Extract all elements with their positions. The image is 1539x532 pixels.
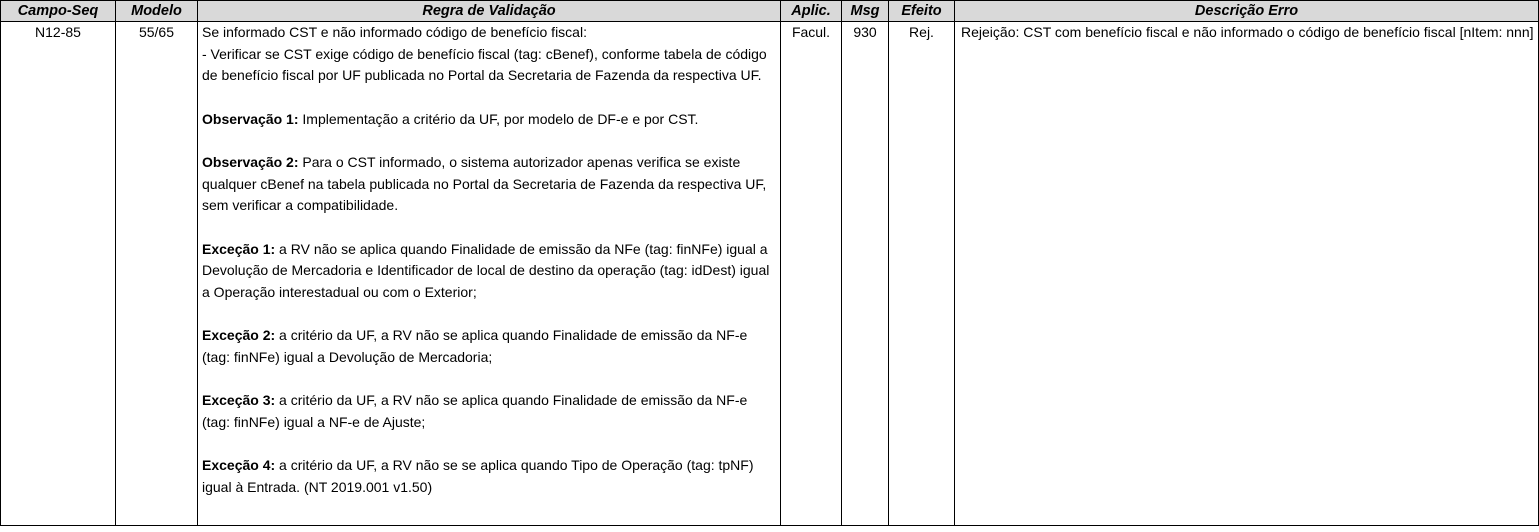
header-efeito: Efeito <box>889 1 955 22</box>
excecao-3-label: Exceção 3: <box>202 392 276 408</box>
rule-intro-line2: - Verificar se CST exige código de benefício fiscal (tag: cBenef), conforme tabela de código de benefício fiscal por UF publicada no Portal da Secretaria de Fazenda da respectiva UF. <box>202 45 767 83</box>
header-aplic: Aplic. <box>781 1 842 22</box>
excecao-3-text: a critério da UF, a RV não se aplica quando Finalidade de emissão da NF-e (tag: finNFe) igual a NF-e de Ajuste; <box>202 392 748 430</box>
excecao-2-text: a critério da UF, a RV não se aplica quando Finalidade de emissão da NF-e (tag: finNFe) igual a Devolução de Mercadoria; <box>202 327 748 365</box>
cell-msg: 930 <box>842 22 889 526</box>
rule-excecao-3 <box>202 390 776 433</box>
cell-regra-validacao <box>198 22 781 526</box>
header-row <box>1 1 1539 22</box>
excecao-4-label: Exceção 4: <box>202 457 276 473</box>
excecao-2-label: Exceção 2: <box>202 327 276 343</box>
cell-efeito: Rej. <box>889 22 955 526</box>
observacao-1-text: Implementação a critério da UF, por modelo de DF-e e por CST. <box>298 110 699 127</box>
excecao-1-text: a RV não se aplica quando Finalidade de emissão da NFe (tag: finNFe) igual a Devolução de Mercadoria e Identificador de local de destino da operação (tag: idDest) igual a Operação interestadual ou com o Exterior; <box>202 240 770 300</box>
header-modelo: Modelo <box>116 1 198 22</box>
rule-excecao-2 <box>202 325 776 368</box>
observacao-1-label: Observação 1: <box>202 110 299 127</box>
cell-campo-seq: N12-85 <box>1 22 116 526</box>
rule-observacao-2 <box>202 152 776 217</box>
table-row <box>1 22 1539 526</box>
header-campo-seq: Campo-Seq <box>1 1 116 22</box>
cell-aplic: Facul. <box>781 22 842 526</box>
rule-observacao-1 <box>202 109 776 131</box>
observacao-2-label: Observação 2: <box>202 154 299 170</box>
rule-excecao-1 <box>202 239 776 304</box>
header-regra-validacao: Regra de Validação <box>198 1 781 22</box>
rule-intro-line1: Se informado CST e não informado código de benefício fiscal: <box>202 24 587 40</box>
observacao-2-text: Para o CST informado, o sistema autorizador apenas verifica se existe qualquer cBenef na tabela publicada no Portal da Secretaria de Fazenda da respectiva UF, sem verificar a compatibilidade. <box>202 154 767 213</box>
header-msg: Msg <box>842 1 889 22</box>
excecao-1-label: Exceção 1: <box>202 240 276 257</box>
cell-modelo: 55/65 <box>116 22 198 526</box>
header-descricao-erro: Descrição Erro <box>955 1 1539 22</box>
excecao-4-text: a critério da UF, a RV não se se aplica quando Tipo de Operação (tag: tpNF) igual à Entrada. (NT 2019.001 v1.50) <box>202 457 754 495</box>
rule-excecao-4 <box>202 455 776 498</box>
cell-descricao-erro: Rejeição: CST com benefício fiscal e não informado o código de benefício fiscal [nItem: nnn] <box>955 22 1539 526</box>
